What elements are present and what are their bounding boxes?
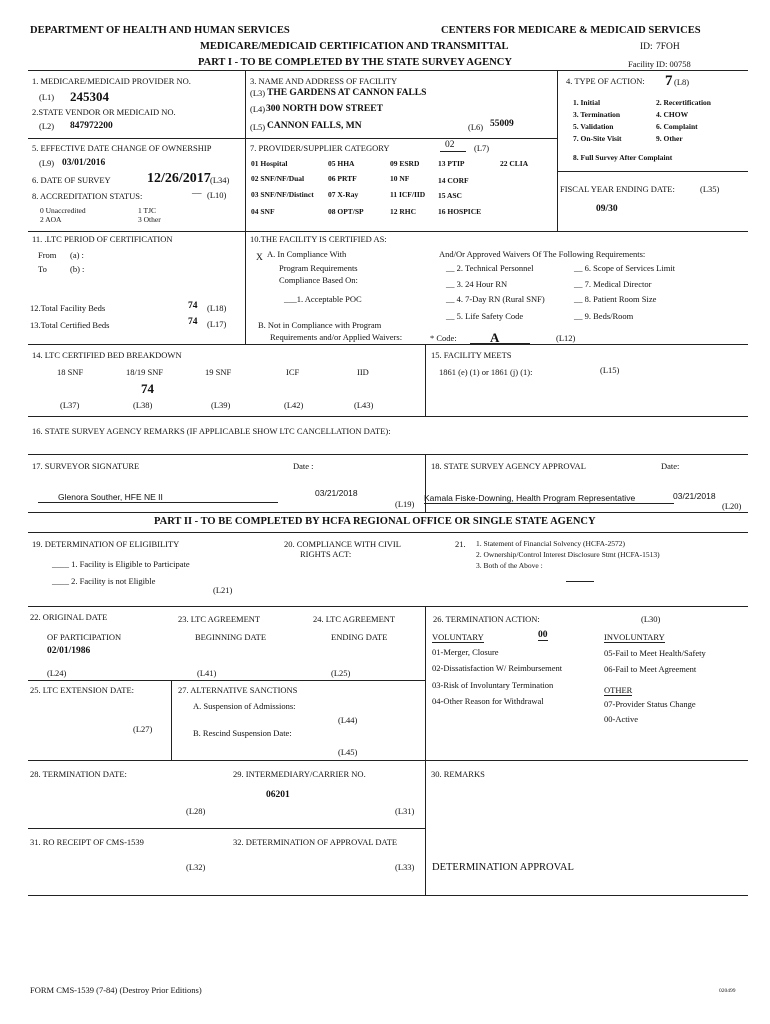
rule (566, 581, 594, 582)
rule (425, 606, 426, 760)
facility-zip: 55009 (490, 119, 514, 129)
l35-code: (L35) (700, 184, 720, 194)
rule (470, 343, 530, 344)
waiver-item: __ 3. 24 Hour RN (446, 279, 508, 289)
action-option: 7. On-Site Visit (573, 134, 622, 143)
agency-signature: Kamala Fiske-Downing, Health Program Representative (424, 493, 636, 503)
department-heading: DEPARTMENT OF HEALTH AND HUMAN SERVICES (30, 25, 290, 36)
category-item: 07 X-Ray (328, 190, 359, 199)
rule (424, 503, 674, 504)
rule (245, 138, 557, 139)
from-a-label: (a) : (70, 250, 84, 260)
ltc-period-label: 11. .LTC PERIOD OF CERTIFICATION (32, 234, 173, 244)
accreditation-option: 3 Other (138, 215, 161, 224)
facility-street: 300 NORTH DOW STREET (266, 104, 383, 114)
category-item: 14 CORF (438, 176, 469, 185)
bed-breakdown-label: 14. LTC CERTIFIED BED BREAKDOWN (32, 350, 182, 360)
rule (28, 512, 748, 513)
waiver-label: 4. 7-Day RN (Rural SNF) (456, 294, 545, 304)
voluntary-option: 04-Other Reason for Withdrawal (432, 696, 544, 706)
bed-code: (L42) (284, 400, 304, 410)
termination-value (538, 630, 548, 641)
snf-beds-value: 74 (141, 381, 154, 396)
action-option: 6. Complaint (656, 122, 698, 131)
rule (557, 171, 748, 172)
eligibility-option-label: 1. Facility is Eligible to Participate (71, 559, 190, 569)
category-item: 01 Hospital (251, 159, 288, 168)
termination-date-label: 28. TERMINATION DATE: (30, 769, 127, 779)
item-21-entry: 3. Both of the Above : (476, 561, 543, 570)
civil-rights-label2: RIGHTS ACT: (300, 549, 352, 559)
waiver-label: 8. Patient Room Size (584, 294, 657, 304)
l17-code: (L17) (207, 319, 227, 329)
code-label: * Code: (430, 333, 457, 343)
rule (245, 231, 246, 344)
type-of-action-label: 4. TYPE OF ACTION: (566, 76, 645, 86)
surveyor-date: 03/21/2018 (315, 488, 358, 498)
waiver-label: 3. 24 Hour RN (456, 279, 508, 289)
surveyor-signature-label: 17. SURVEYOR SIGNATURE (32, 461, 140, 471)
l27-code: (L27) (133, 724, 153, 734)
l31-code: (L31) (395, 806, 415, 816)
category-item: 06 PRTF (328, 174, 357, 183)
type-of-action-value: 7 (665, 73, 673, 89)
fiscal-year-label: FISCAL YEAR ENDING DATE: (560, 184, 675, 194)
waiver-item: __ 7. Medical Director (574, 279, 652, 289)
compliance-a3: Compliance Based On: (279, 275, 358, 285)
ro-receipt-label: 31. RO RECEIPT OF CMS-1539 (30, 837, 144, 847)
part-two-heading: PART II - TO BE COMPLETED BY HCFA REGIONAL OFFICE OR SINGLE STATE AGENCY (154, 516, 596, 527)
accreditation-option: 2 AOA (40, 215, 62, 224)
involuntary-option: 05-Fail to Meet Health/Safety (604, 648, 706, 658)
original-date-value: 02/01/1986 (47, 646, 91, 656)
accreditation-option: 1 TJC (138, 206, 156, 215)
waiver-item: __ 8. Patient Room Size (574, 294, 657, 304)
to-label: To (38, 264, 47, 274)
bed-col: 18/19 SNF (126, 367, 164, 377)
certified-as-label: 10.THE FACILITY IS CERTIFIED AS: (250, 234, 387, 244)
voluntary-option: 01-Merger, Closure (432, 647, 499, 657)
code-value: A (490, 330, 500, 345)
category-item: 11 ICF/IID (390, 190, 426, 199)
suspension-label: A. Suspension of Admissions: (193, 701, 296, 711)
facility-name: THE GARDENS AT CANNON FALLS (267, 88, 427, 98)
waivers-heading: And/Or Approved Waivers Of The Following Requirements: (439, 249, 646, 259)
termination-action-label: 26. TERMINATION ACTION: (433, 614, 540, 624)
action-option: 9. Other (656, 134, 683, 143)
l6-code: (L6) (468, 122, 484, 132)
l5-code: (L5) (250, 122, 266, 132)
survey-date-label: 6. DATE OF SURVEY (32, 175, 111, 185)
alt-sanctions-label: 27. ALTERNATIVE SANCTIONS (178, 685, 298, 695)
acceptable-poc: ___1. Acceptable POC (284, 294, 362, 304)
l9-code: (L9) (39, 158, 55, 168)
ltc-begin-label2: BEGINNING DATE (195, 632, 267, 642)
category-item: 22 CLIA (500, 159, 529, 168)
l10-code: (L10) (207, 190, 227, 200)
rule (171, 680, 172, 760)
remarks-30-label: 30. REMARKS (431, 769, 485, 779)
waiver-item: __ 4. 7-Day RN (Rural SNF) (446, 294, 545, 304)
bed-col: ICF (286, 367, 300, 377)
facility-meets-label: 15. FACILITY MEETS (431, 350, 512, 360)
compliance-check-mark: X (256, 253, 263, 263)
waiver-item: __ 9. Beds/Room (574, 311, 634, 321)
rule (425, 760, 426, 895)
category-item: 05 HHA (328, 159, 355, 168)
l8-code: (L8) (674, 77, 690, 87)
agency-date: 03/21/2018 (673, 491, 716, 501)
form-number: FORM CMS-1539 (7-84) (Destroy Prior Editions) (30, 985, 202, 995)
form-code: 020499 (719, 988, 736, 994)
eligibility-option-label: 2. Facility is not Eligible (71, 576, 156, 586)
id-label: ID: (640, 42, 653, 52)
category-item: 02 SNF/NF/Dual (251, 174, 305, 183)
facility-id: Facility ID: 00758 (628, 59, 691, 69)
provider-no-value: 245304 (70, 89, 109, 104)
certified-beds-value: 74 (188, 317, 198, 327)
bed-col: IID (357, 367, 369, 377)
waiver-item: __ 2. Technical Personnel (446, 263, 534, 273)
rule (38, 502, 278, 503)
category-item: 16 HOSPICE (438, 207, 482, 216)
rule (28, 760, 748, 761)
other-heading (604, 685, 632, 696)
certified-beds-label: 13.Total Certified Beds (30, 320, 110, 330)
eligibility-label: 19. DETERMINATION OF ELIGIBILITY (32, 539, 180, 549)
l24-code: (L24) (47, 668, 67, 678)
action-option: 3. Termination (573, 110, 621, 119)
facility-city: CANNON FALLS, MN (267, 121, 362, 131)
l19-code: (L19) (395, 499, 415, 509)
l1-code: (L1) (39, 92, 55, 102)
id-value: 7FOH (656, 42, 680, 52)
eligibility-option: ____ 2. Facility is not Eligible (52, 576, 156, 586)
rescind-label: B. Rescind Suspension Date: (193, 728, 292, 738)
rule (245, 70, 246, 231)
rule (28, 454, 748, 455)
provider-category-value: 02 (445, 140, 455, 150)
involuntary-heading (604, 632, 665, 643)
rule (28, 828, 425, 829)
bed-col: 19 SNF (205, 367, 232, 377)
category-item: 15 ASC (438, 191, 462, 200)
rule (28, 416, 748, 417)
l18-code: (L18) (207, 303, 227, 313)
non-compliance-b: B. Not in Compliance with Program (258, 320, 382, 330)
rule (425, 344, 426, 416)
provider-category-label: 7. PROVIDER/SUPPLIER CATEGORY (250, 143, 390, 153)
intermediary-value: 06201 (266, 790, 290, 800)
form-title: MEDICARE/MEDICAID CERTIFICATION AND TRANSMITTAL (200, 41, 509, 52)
involuntary-option: 06-Fail to Meet Agreement (604, 664, 697, 674)
l12-code: (L12) (556, 333, 576, 343)
rule (557, 70, 558, 231)
l7-code: (L7) (474, 143, 490, 153)
category-item: 10 NF (390, 174, 410, 183)
action-option: 8. Full Survey After Complaint (573, 153, 673, 162)
provider-no-label: 1. MEDICARE/MEDICAID PROVIDER NO. (32, 76, 191, 86)
from-label: From (38, 250, 57, 260)
bed-code: (L37) (60, 400, 80, 410)
original-date-label: 22. ORIGINAL DATE (30, 612, 108, 622)
rule (28, 70, 748, 71)
waiver-label: 6. Scope of Services Limit (584, 263, 676, 273)
surveyor-signature: Glenora Souther, HFE NE II (58, 492, 163, 502)
rule (28, 532, 748, 533)
waiver-item: __ 6. Scope of Services Limit (574, 263, 676, 273)
vendor-no-label: 2.STATE VENDOR OR MEDICAID NO. (32, 107, 176, 117)
accreditation-option: 0 Unaccredited (40, 206, 86, 215)
ltc-end-label: 24. LTC AGREEMENT (313, 614, 396, 624)
item-21-entry: 2. Ownership/Control Interest Disclosure Stmt (HCFA-1513) (476, 550, 660, 559)
other-label: OTHER (604, 685, 633, 695)
waiver-label: 5. Life Safety Code (456, 311, 524, 321)
l21-code: (L21) (213, 585, 233, 595)
ltc-end-label2: ENDING DATE (331, 632, 388, 642)
survey-date-value: 12/26/2017 (147, 171, 211, 186)
rule (28, 680, 425, 681)
rule (28, 231, 748, 232)
accreditation-label: 8. ACCREDITATION STATUS: (32, 191, 143, 201)
voluntary-heading (432, 632, 484, 643)
l28-code: (L28) (186, 806, 206, 816)
item-21-entry: 1. Statement of Financial Solvency (HCFA-2572) (476, 539, 626, 548)
other-option: 00-Active (604, 714, 638, 724)
agency-date-label: Date: (661, 461, 680, 471)
l41-code: (L41) (197, 668, 217, 678)
l33-code: (L33) (395, 862, 415, 872)
facility-name-label: 3. NAME AND ADDRESS OF FACILITY (250, 76, 398, 86)
voluntary-option: 03-Risk of Involuntary Termination (432, 680, 554, 690)
other-option: 07-Provider Status Change (604, 699, 696, 709)
l25-code: (L25) (331, 668, 351, 678)
ownership-change-label: 5. EFFECTIVE DATE CHANGE OF OWNERSHIP (32, 143, 212, 153)
category-item: 13 PTIP (438, 159, 465, 168)
rule (28, 344, 748, 345)
intermediary-label: 29. INTERMEDIARY/CARRIER NO. (233, 769, 366, 779)
total-beds-value: 74 (188, 301, 198, 311)
l32-code: (L32) (186, 862, 206, 872)
waiver-label: 9. Beds/Room (584, 311, 634, 321)
eligibility-option: ____ 1. Facility is Eligible to Participate (52, 559, 190, 569)
l2-code: (L2) (39, 121, 55, 131)
action-option: 5. Validation (573, 122, 614, 131)
category-item: 12 RHC (390, 207, 417, 216)
termination-code: 00 (538, 630, 548, 640)
voluntary-label: VOLUNTARY (432, 632, 484, 642)
category-item: 09 ESRD (390, 159, 420, 168)
vendor-no-value: 847972200 (70, 121, 113, 131)
ltc-begin-label: 23. LTC AGREEMENT (178, 614, 261, 624)
to-b-label: (b) : (70, 264, 85, 274)
waiver-label: 2. Technical Personnel (456, 263, 534, 273)
bed-col: 18 SNF (57, 367, 84, 377)
l45-code: (L45) (338, 747, 358, 757)
l3-code: (L3) (250, 88, 266, 98)
compliance-a2: Program Requirements (279, 263, 358, 273)
civil-rights-label: 20. COMPLIANCE WITH CIVIL (284, 539, 401, 549)
l30-code: (L30) (641, 614, 661, 624)
rule (440, 151, 466, 152)
surveyor-date-label: Date : (293, 461, 314, 471)
bed-code: (L43) (354, 400, 374, 410)
rule (28, 606, 748, 607)
determination-approval: DETERMINATION APPROVAL (432, 862, 574, 873)
voluntary-option: 02-Dissatisfaction W/ Reimbursement (432, 663, 563, 673)
item-21-label: 21. (455, 539, 466, 549)
category-item: 04 SNF (251, 207, 275, 216)
rule (28, 138, 245, 139)
fiscal-year-value: 09/30 (596, 204, 618, 214)
total-beds-label: 12.Total Facility Beds (30, 303, 106, 313)
facility-meets-text: 1861 (e) (1) or 1861 (j) (1): (439, 367, 533, 377)
accreditation-blank: __ (192, 186, 202, 196)
action-option: 2. Recertification (656, 98, 711, 107)
part-one-heading: PART I - TO BE COMPLETED BY THE STATE SURVEY AGENCY (198, 57, 512, 68)
l20-code: (L20) (722, 501, 742, 511)
agency-heading: CENTERS FOR MEDICARE & MEDICAID SERVICES (441, 25, 701, 36)
ownership-change-date: 03/01/2016 (62, 158, 106, 168)
l15-code: (L15) (600, 365, 620, 375)
l34-code: (L34) (210, 175, 230, 185)
category-item: 03 SNF/NF/Distinct (251, 190, 314, 199)
compliance-a: A. In Compliance With (267, 249, 347, 259)
category-item: 08 OPT/SP (328, 207, 364, 216)
waiver-item: __ 5. Life Safety Code (446, 311, 524, 321)
rule (28, 895, 748, 896)
agency-approval-label: 18. STATE SURVEY AGENCY APPROVAL (431, 461, 586, 471)
bed-code: (L38) (133, 400, 153, 410)
non-compliance-b2: Requirements and/or Applied Waivers: (270, 332, 403, 342)
approval-date-label: 32. DETERMINATION OF APPROVAL DATE (233, 837, 398, 847)
remarks-label: 16. STATE SURVEY AGENCY REMARKS (IF APPLICABLE SHOW LTC CANCELLATION DATE): (32, 426, 391, 436)
action-option: 4. CHOW (656, 110, 689, 119)
extension-date-label: 25. LTC EXTENSION DATE: (30, 685, 135, 695)
bed-code: (L39) (211, 400, 231, 410)
waiver-label: 7. Medical Director (584, 279, 652, 289)
l4-code: (L4) (250, 104, 266, 114)
involuntary-label: INVOLUNTARY (604, 632, 665, 642)
l44-code: (L44) (338, 715, 358, 725)
original-date-label2: OF PARTICIPATION (47, 632, 122, 642)
action-option: 1. Initial (573, 98, 601, 107)
